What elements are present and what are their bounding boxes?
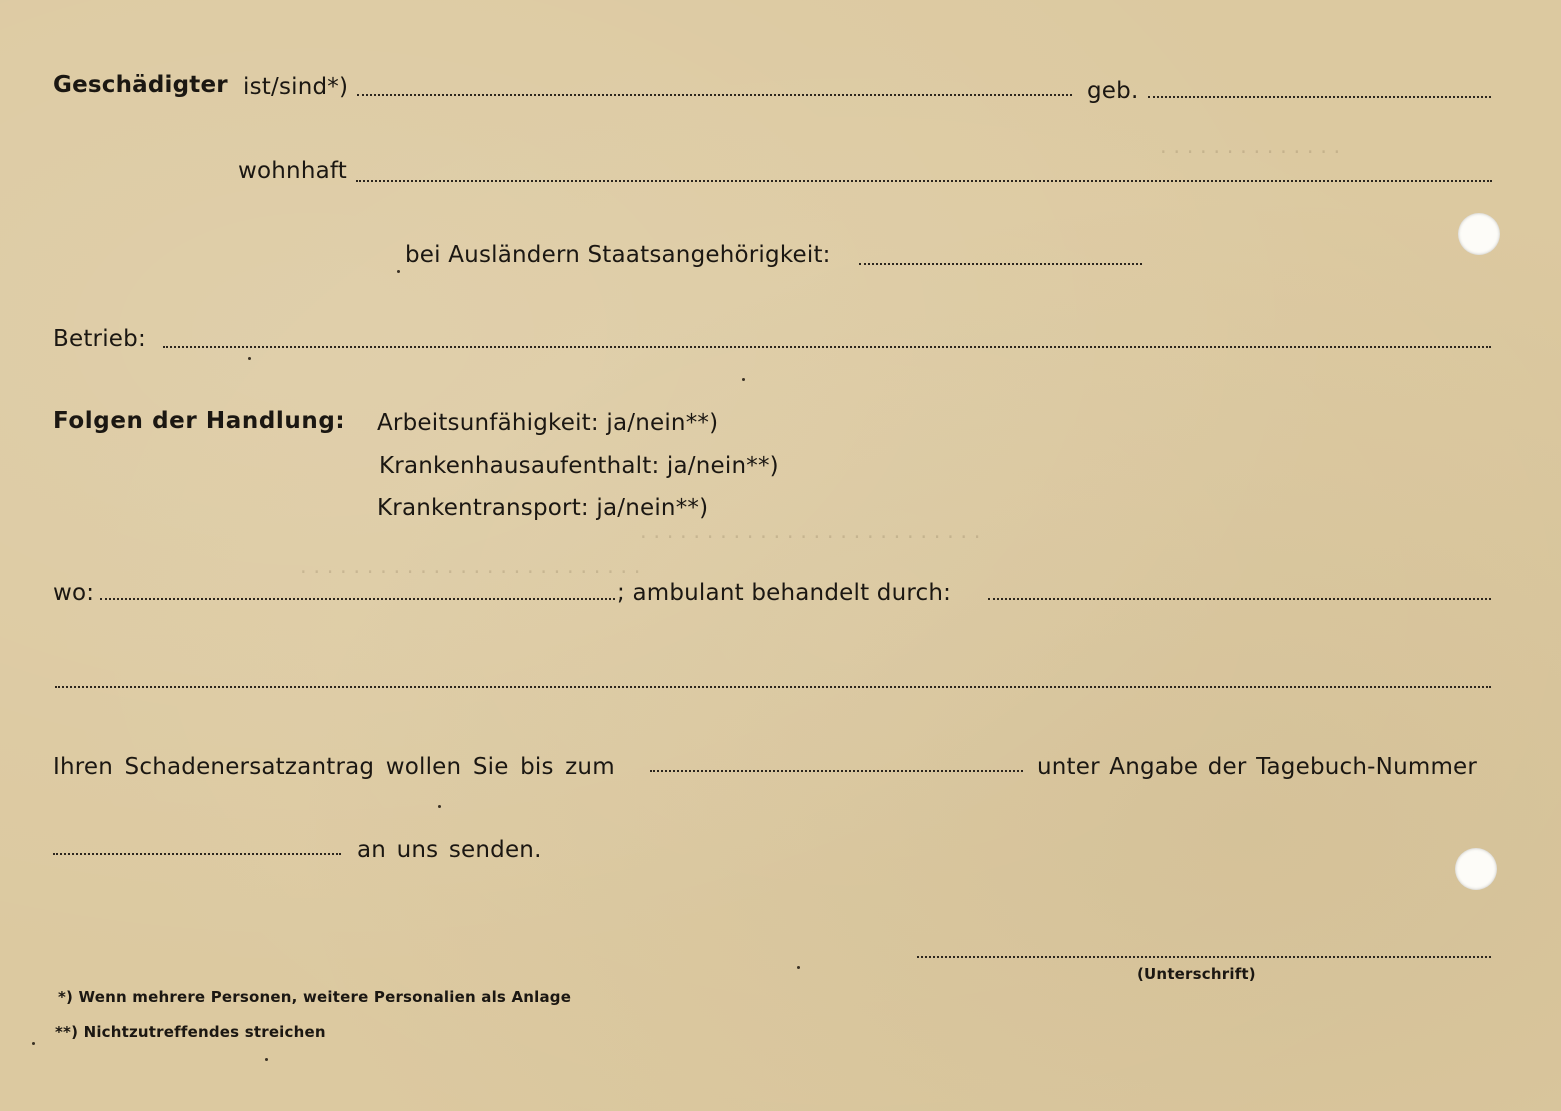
punch-hole-bottom	[1455, 848, 1497, 890]
ist-sind-label: ist/sind*)	[243, 74, 349, 100]
betrieb-field[interactable]	[163, 346, 1491, 348]
ambulant-field[interactable]	[988, 598, 1491, 600]
speck	[32, 1042, 35, 1045]
frist-datum-field[interactable]	[650, 770, 1023, 772]
unterschrift-field[interactable]	[917, 956, 1491, 958]
show-through-text: · · · · · · · · · · · · · ·	[1160, 140, 1341, 164]
geb-label: geb.	[1087, 78, 1139, 104]
speck	[265, 1058, 268, 1061]
punch-hole-top	[1458, 213, 1500, 255]
wo-label: wo:	[53, 580, 95, 606]
geb-field[interactable]	[1148, 96, 1491, 98]
arbeitsunfaehigkeit-option[interactable]: Arbeitsunfähigkeit: ja/nein**)	[377, 410, 719, 436]
schadenersatz-label: Ihren Schadenersatzantrag wollen Sie bis zum	[53, 754, 615, 780]
speck	[797, 966, 800, 969]
ambulant-label: ; ambulant behandelt durch:	[617, 580, 952, 606]
speck	[248, 357, 251, 360]
wo-field[interactable]	[100, 598, 615, 600]
speck	[742, 378, 745, 381]
speck	[438, 805, 441, 808]
krankenhausaufenthalt-option[interactable]: Krankenhausaufenthalt: ja/nein**)	[379, 453, 779, 479]
speck	[397, 270, 400, 273]
wohnhaft-label: wohnhaft	[238, 158, 348, 184]
betrieb-label: Betrieb:	[53, 326, 146, 352]
unterschrift-label: (Unterschrift)	[1137, 965, 1256, 983]
footnote-2: **) Nichtzutreffendes streichen	[55, 1023, 326, 1041]
auslaender-label: bei Ausländern Staatsangehörigkeit:	[405, 242, 831, 268]
krankentransport-option[interactable]: Krankentransport: ja/nein**)	[377, 495, 709, 521]
tagebuch-label: unter Angabe der Tagebuch-Nummer	[1037, 754, 1478, 780]
geschaedigter-field[interactable]	[357, 94, 1072, 96]
show-through-text: · · · · · · · · · · · · · · · · · · · · · · · · · ·	[640, 525, 981, 549]
wohnhaft-field[interactable]	[356, 180, 1492, 182]
staatsangehoerigkeit-field[interactable]	[859, 263, 1142, 265]
tagebuch-nummer-field[interactable]	[53, 853, 341, 855]
folgen-label: Folgen der Handlung:	[53, 408, 346, 434]
senden-label: an uns senden.	[357, 837, 542, 863]
footnote-1: *) Wenn mehrere Personen, weitere Personalien als Anlage	[58, 988, 572, 1006]
continuation-field[interactable]	[55, 686, 1491, 688]
show-through-text: · · · · · · · · · · · · · · · · · · · · · · · · · ·	[300, 560, 641, 584]
geschaedigter-label: Geschädigter	[53, 72, 228, 98]
